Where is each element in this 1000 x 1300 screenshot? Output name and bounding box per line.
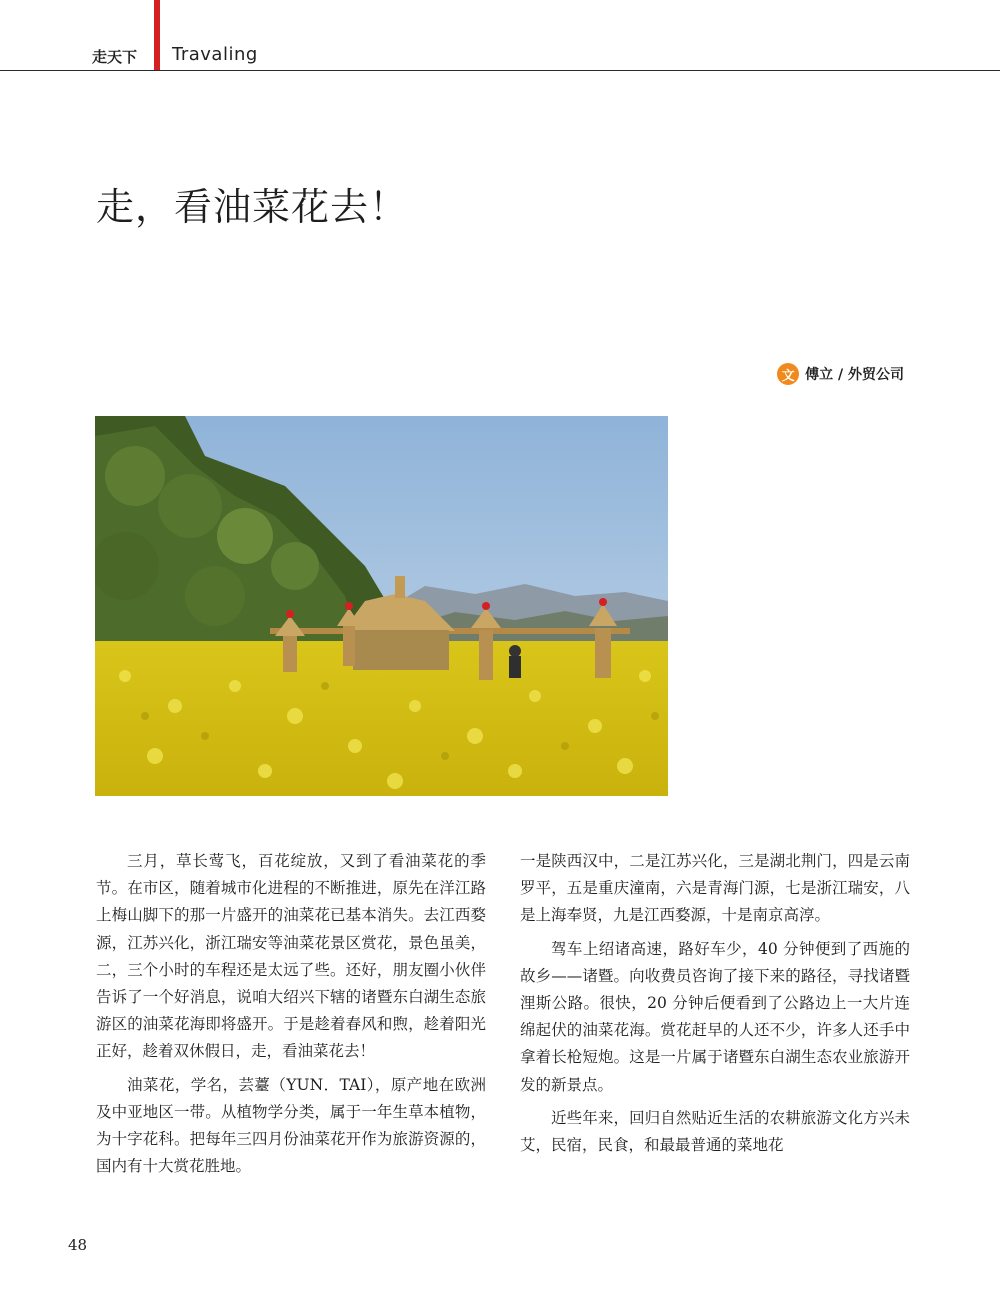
article-title: 走，看油菜花去！ <box>96 185 409 229</box>
paragraph: 驾车上绍诸高速，路好车少，40 分钟便到了西施的故乡——诸暨。向收费员咨询了接下来的路径，寻找诸暨浬斯公路。很快，20 分钟后便看到了公路边上一大片连绵起伏的油菜花海。赏花赶早的人还不少，许多人还手中拿着长枪短炮。这是一片属于诸暨东白湖生态农业旅游开发的新景点。 <box>520 939 910 1094</box>
paragraph: 一是陕西汉中，二是江苏兴化，三是湖北荆门，四是云南罗平，五是重庆潼南，六是青海门源，七是浙江瑞安，八是上海奉贤，九是江西婺源，十是南京高淳。 <box>520 852 910 925</box>
paragraph: 三月，草长莺飞，百花绽放，又到了看油菜花的季节。在市区，随着城市化进程的不断推进，原先在洋江路上梅山脚下的那一片盛开的油菜花已基本消失。去江西婺源，江苏兴化，浙江瑞安等油菜花景区赏花，景色虽美，二，三个小时的车程还是太远了些。还好，朋友圈小伙伴告诉了一个好消息，说咱大绍兴下辖的诸暨东白湖生态旅游区的油菜花海即将盛开。于是趁着春风和煦，趁着阳光正好，趁着双休假日，走，看油菜花去！ <box>96 852 486 1061</box>
paragraph: 油菜花，学名，芸薹（YUN．TAI），原产地在欧洲及中亚地区一带。从植物学分类，属于一年生草本植物，为十字花科。把每年三四月份油菜花开作为旅游资源的，国内有十大赏花胜地。 <box>96 1075 486 1176</box>
article-photo <box>95 416 668 796</box>
byline-badge: 文 <box>777 363 799 385</box>
header-rule <box>0 70 1000 71</box>
section-label-cn: 走天下 <box>92 48 138 66</box>
paragraph: 近些年来，回归自然贴近生活的农耕旅游文化方兴未艾，民宿，民食，和最最普通的菜地花 <box>520 1108 910 1155</box>
byline-author: 傅立 / 外贸公司 <box>805 367 904 383</box>
section-label-en: Travaling <box>172 44 258 65</box>
page-number: 48 <box>68 1236 88 1254</box>
byline <box>777 362 904 386</box>
article-column-left <box>96 848 486 1186</box>
article-column-right <box>520 848 910 1165</box>
header-accent-bar <box>154 0 160 71</box>
